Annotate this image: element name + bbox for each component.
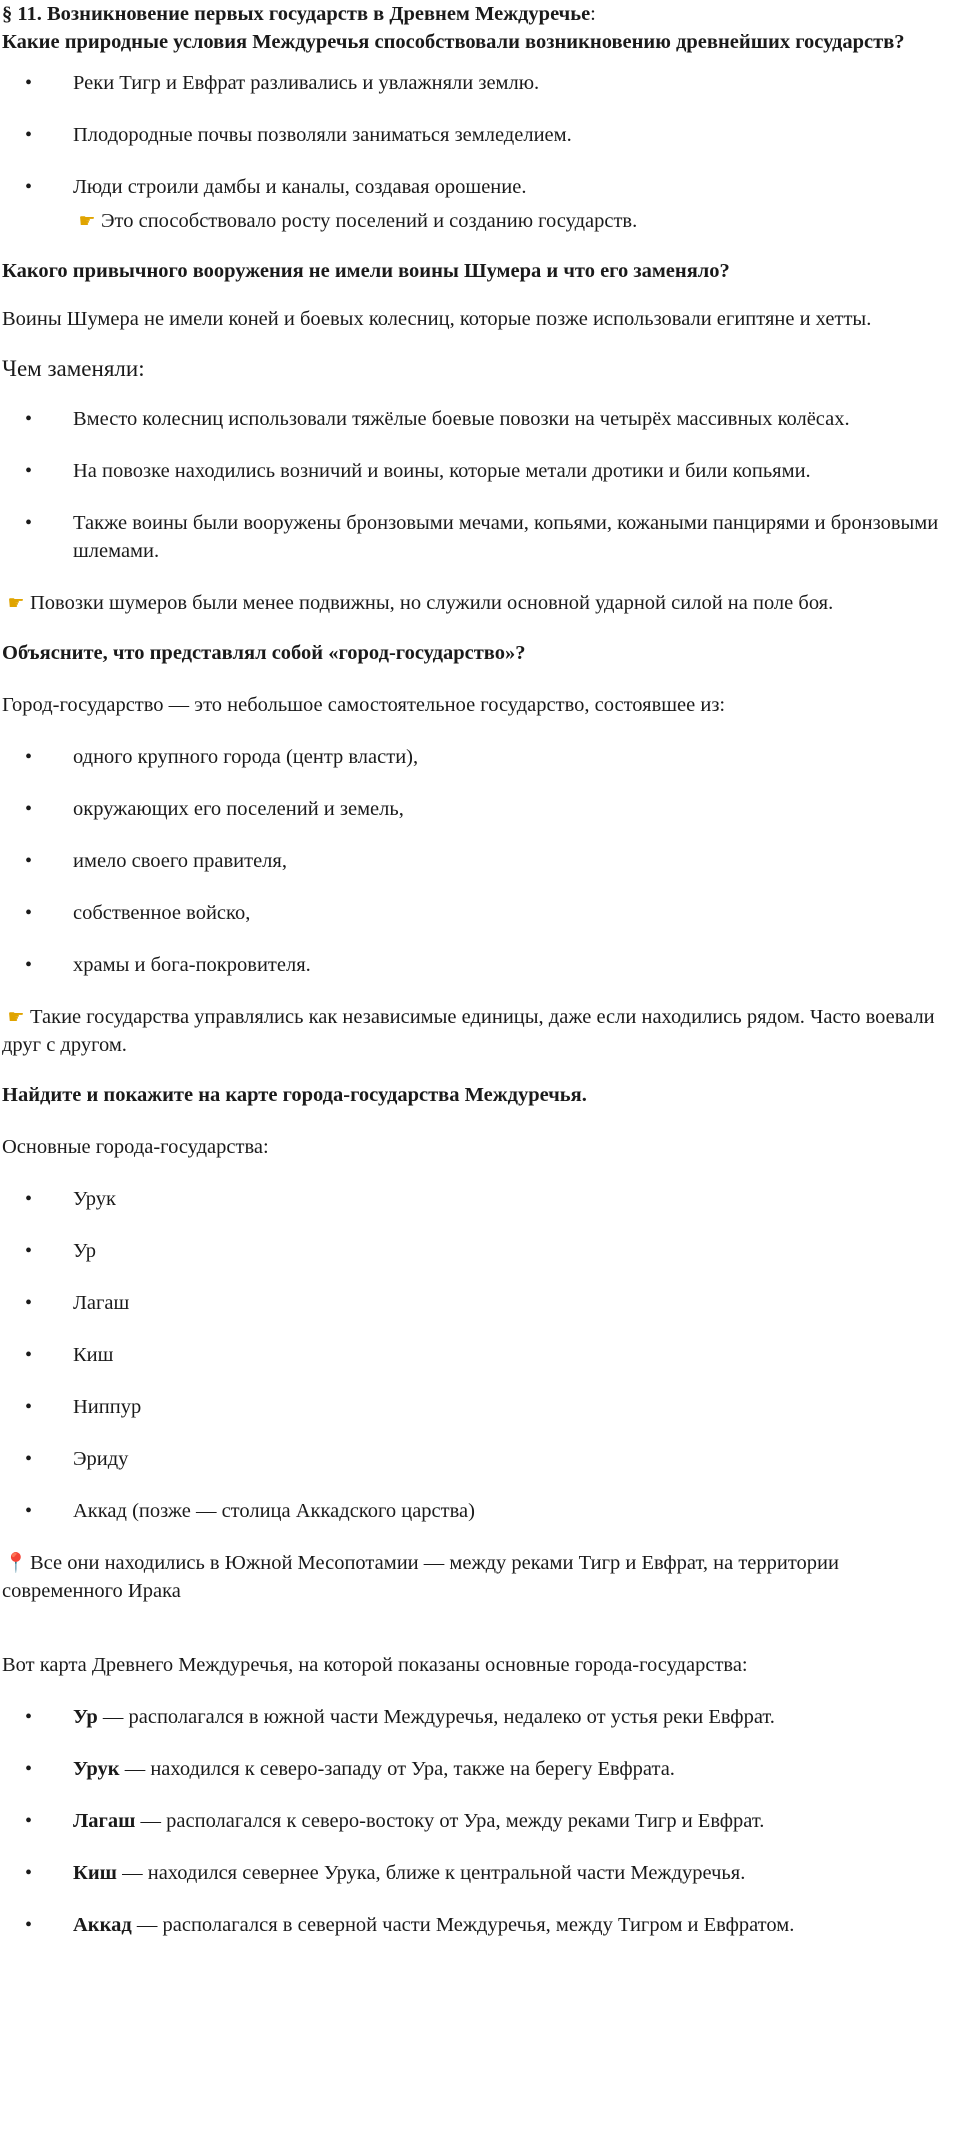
city-name: Лагаш [73, 1810, 136, 1832]
q3-list [2, 743, 968, 979]
q3-note-text: Такие государства управлялись как независимые единицы, даже если находились рядом. Часто воевали друг с другом. [2, 1006, 935, 1056]
list-item [2, 1703, 968, 1731]
q4-intro: Основные города-государства: [2, 1136, 269, 1158]
q2-list [2, 405, 962, 565]
list-item: • собственное войско, [2, 899, 968, 927]
q1-list [2, 69, 968, 201]
section-title-colon: : [590, 3, 596, 25]
q3-answer: Город-государство — это небольшое самостоятельное государство, состоявшее из: [2, 694, 726, 716]
q4-map-intro: Вот карта Древнего Междуречья, на которой показаны основные города-государства: [2, 1654, 748, 1676]
list-item: • Эриду [2, 1445, 968, 1473]
city-name: Ур [73, 1706, 98, 1728]
q1-note-text: Это способствовало росту поселений и созданию государств. [101, 210, 638, 232]
question-2: Какого привычного вооружения не имели воины Шумера и что его заменяло? [2, 260, 730, 282]
question-3: Объясните, что представлял собой «город-государство»? [2, 642, 526, 664]
city-description: — находился к северо-западу от Ура, также на берегу Евфрата. [119, 1758, 675, 1780]
pointing-hand-icon: ☛ [7, 1006, 25, 1028]
q4-note [2, 1549, 952, 1605]
q4-map-list [2, 1703, 968, 1939]
section-title-text: § 11. Возникновение первых государств в Древнем Междуречье [2, 3, 591, 25]
list-item [2, 1911, 968, 1939]
list-item: • имело своего правителя, [2, 847, 968, 875]
list-item: • Аккад (позже — столица Аккадского царства) [2, 1497, 968, 1525]
list-item: • Также воины были вооружены бронзовыми мечами, копьями, кожаными панцирями и бронзовыми шлемами. [2, 509, 962, 565]
list-item: • одного крупного города (центр власти), [2, 743, 968, 771]
list-item: • Лагаш [2, 1289, 968, 1317]
city-description: — располагался в северной части Междуречья, между Тигром и Евфратом. [131, 1914, 795, 1936]
list-item: • храмы и бога-покровителя. [2, 951, 968, 979]
pointing-hand-icon: ☛ [78, 210, 96, 232]
list-item: • Урук [2, 1185, 968, 1213]
q2-note-text: Повозки шумеров были менее подвижны, но служили основной ударной силой на поле боя. [30, 592, 834, 614]
list-item: • Киш [2, 1341, 968, 1369]
question-1: Какие природные условия Междуречья способствовали возникновению древнейших государств? [2, 31, 905, 53]
list-item [2, 1859, 968, 1887]
q2-answer: Воины Шумера не имели коней и боевых колесниц, которые позже использовали египтяне и хетты. [2, 308, 872, 330]
list-item: • Ниппур [2, 1393, 968, 1421]
city-description: — находился севернее Урука, ближе к центральной части Междуречья. [116, 1862, 746, 1884]
city-description: — располагался в южной части Междуречья, недалеко от устья реки Евфрат. [97, 1706, 775, 1728]
q2-subheading: Чем заменяли: [2, 356, 145, 381]
list-item: • На повозке находились возничий и воины, которые метали дротики и били копьями. [2, 457, 962, 485]
city-name: Аккад [73, 1914, 132, 1936]
pointing-hand-icon: ☛ [7, 592, 25, 614]
q2-note [2, 589, 952, 617]
list-item: • Люди строили дамбы и каналы, создавая орошение. [2, 173, 968, 201]
list-item: • окружающих его поселений и земель, [2, 795, 968, 823]
q1-note [2, 207, 968, 235]
list-item: • Ур [2, 1237, 968, 1265]
q4-note-text: Все они находились в Южной Месопотамии — между реками Тигр и Евфрат, на территории современного Ирака [2, 1552, 839, 1602]
q3-note [2, 1003, 952, 1059]
city-description: — располагался к северо-востоку от Ура, между реками Тигр и Евфрат. [135, 1810, 765, 1832]
section-title [2, 0, 968, 28]
city-name: Киш [73, 1862, 117, 1884]
round-pushpin-icon: 📍 [4, 1552, 28, 1574]
list-item [2, 1807, 968, 1835]
city-name: Урук [73, 1758, 120, 1780]
list-item: • Вместо колесниц использовали тяжёлые боевые повозки на четырёх массивных колёсах. [2, 405, 962, 433]
list-item: • Реки Тигр и Евфрат разливались и увлажняли землю. [2, 69, 968, 97]
list-item [2, 1755, 968, 1783]
list-item: • Плодородные почвы позволяли заниматься земледелием. [2, 121, 968, 149]
q4-city-list [2, 1185, 968, 1525]
question-4: Найдите и покажите на карте города-государства Междуречья. [2, 1084, 587, 1106]
